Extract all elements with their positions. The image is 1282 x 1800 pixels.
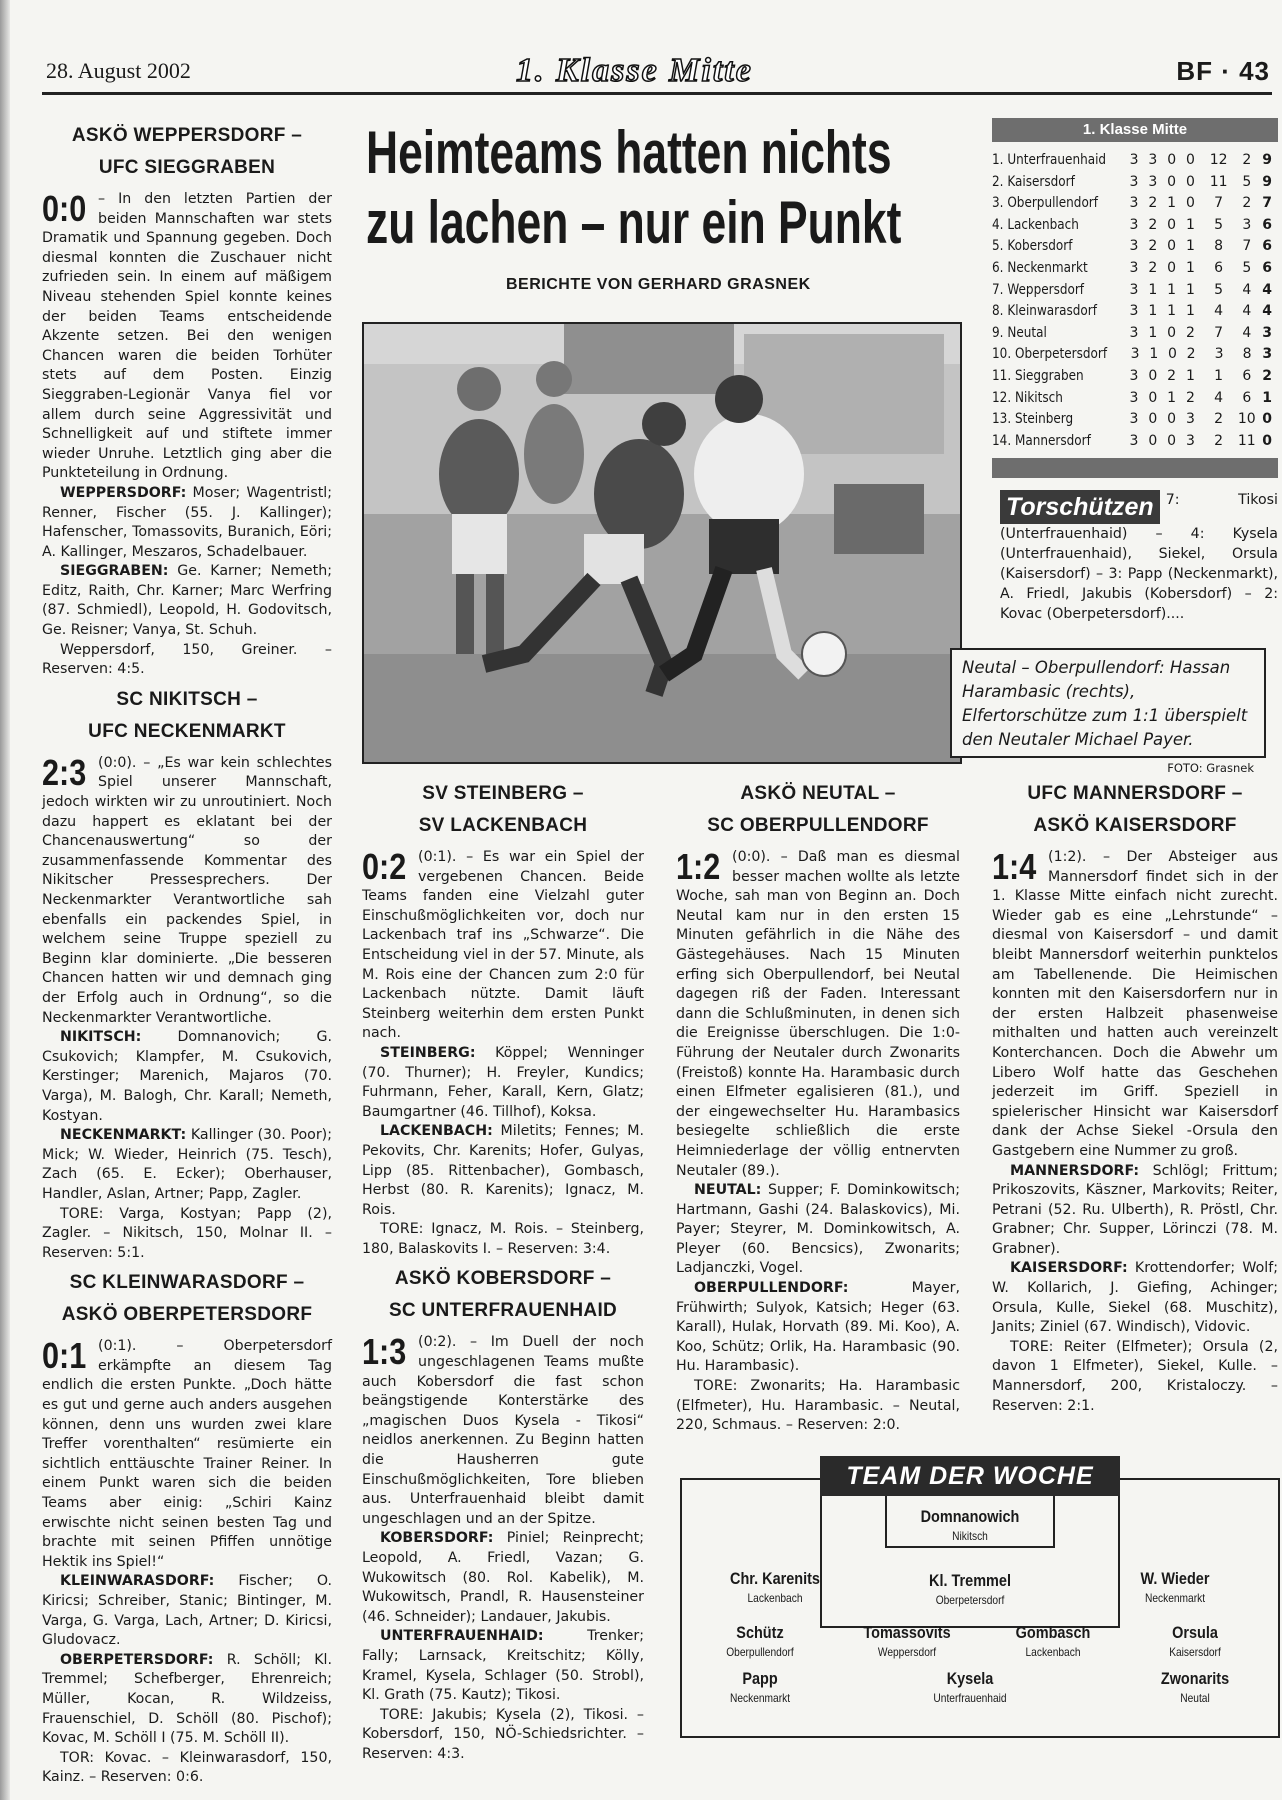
article-body: – In den letzten Partien der beiden Mannschaften war stets Dramatik und Spannung gegeben. Doch diesmal konnten die Zuschauer nicht zufrieden sein. In einem auf mäßigem Niveau stehenden Spiel konnte keines der beiden Teams entscheidende Akzente setzen. Bei den wenigen Chancen waren die beiden Torhüter stets auf dem Posten. Einzig Sieggraben-Legionär Vanya fiel vor allem durch seine Aggressivität und Schnelligkeit auf und stiftete immer wieder Unruhe. Letztlich ging aber die Punkteteilung in Ordnung. [42,191,332,482]
table-cell-team-name: 8. Kleinwarasdorf [992,303,1097,320]
table-cell-wins: 1 [1149,346,1159,363]
table-cell-played: 3 [1129,324,1139,341]
table-cell-goals: 2 [1214,432,1224,449]
table-cell-wins: 2 [1148,259,1158,276]
table-row [992,236,1278,258]
right-column [992,774,1278,1416]
table-cell-team-name: 4. Lackenbach [992,216,1079,233]
table-row [992,344,1278,366]
article-steinberg-lackenbach [362,778,644,1259]
table-cell-team-name: 1. Unterfrauenhaid [992,152,1107,168]
table-row [992,150,1278,172]
table-cell-draws: 1 [1167,303,1177,320]
table-cell-points: 4 [1262,281,1272,298]
table-cell-position: 2. [992,173,1004,190]
table-cell-goals-against: 2 [1242,152,1252,168]
table-cell-wins: 1 [1148,303,1158,320]
table-cell-goals-against: 6 [1242,367,1252,384]
table-cell-losses: 0 [1185,173,1195,190]
table-cell-position: 3. [992,195,1004,212]
table-cell-wins: 1 [1148,281,1158,298]
article-body: (0:2). – Im Duell der noch ungeschlagenen Teams mußte auch Kobersdorf die fast schon beängstigende Konterstärke des „magischen Duos Kysela - Tikosi“ neidlos anerkennen. Zu Beginn hatten die Hausherren gute Einschußmöglichkeiten, Tore blieben aus. Unterfrauenhaid bleibt damit ungeschlagen und an der Spitze. [362,1334,644,1527]
table-cell-goals: 7 [1214,195,1224,212]
table-cell-draws: 0 [1167,173,1177,190]
table-cell-points: 6 [1262,238,1272,255]
lineup-away: UNTERFRAUENHAID: Trenker; Fally; Larnsack, Kreitschitz; Kölly, Kramel, Kysela, Schlager (50. Strobl), Kl. Grath (75. Kautz); Tikosi. [362,1628,644,1704]
article-kobersdorf-unterfrauenhaid [362,1263,644,1764]
table-cell-wins: 0 [1148,389,1158,406]
match-score: 0:2 [362,846,407,887]
player-midfielder-3: Gombasch Lackenbach [1015,1623,1091,1659]
player-midfielder-1: Schütz Oberpullendorf [726,1623,794,1659]
match-info: TORE: Reiter (Elfmeter); Orsula (2, davon 1 Elfmeter), Siekel, Kulle. – Mannersdorf, 200, Kristaloczy. – Reserven: 2:1. [992,1338,1278,1414]
table-cell-position: 4. [992,216,1004,233]
table-cell-points: 4 [1262,303,1272,320]
player-forward-1: Papp Neckenmarkt [729,1669,791,1705]
player-midfielder-2: Tomassovits Weppersdorf [863,1623,951,1659]
league-table-footer-bar [992,458,1278,478]
table-cell-goals-against: 10 [1237,411,1256,428]
table-cell-played: 3 [1129,432,1139,449]
table-cell-goals-against: 7 [1242,238,1252,255]
page-headline: Heimteams hatten nichts zu lachen – nur ein Punkt [366,119,902,256]
article-body: (0:1). – Es war ein Spiel der vergebenen Chancen. Beide Teams fanden eine Vielzahl guter Einschußmöglichkeiten vor, doch nur Lackenbach traf ins „Schwarze“. Die Entscheidung viel in der 57. Minute, als M. Rois eine der Chancen zum 2:0 für Lackenbach nützte. Damit läuft Steinberg weiterhin dem ersten Punkt nach. [362,849,644,1042]
table-cell-team-name: 9. Neutal [992,324,1047,341]
table-cell-wins: 3 [1148,173,1158,190]
table-cell-losses: 1 [1185,216,1195,233]
table-cell-goals: 7 [1214,324,1224,341]
table-cell-goals-against: 4 [1242,303,1252,320]
match-info: Weppersdorf, 150, Greiner. – Reserven: 4:5. [42,641,332,678]
table-cell-team-name: 13. Steinberg [992,411,1074,428]
table-cell-draws: 0 [1167,324,1177,341]
article-title: ASKÖ KOBERSDORF – SC UNTERFRAUENHAID [388,1268,618,1322]
table-cell-goals-against: 5 [1242,259,1252,276]
lineup-home: WEPPERSDORF: Moser; Wagentristl; Renner, Fischer (55. J. Kallinger); Hafenscher, Tomassovits, Buranich, Eöri; A. Kallinger, Meszaros, Schadelbauer. [42,484,332,560]
article-neutal-oberpullendorf [676,778,960,1436]
league-table [992,118,1278,478]
table-cell-team-name: 2. Kaisersdorf [992,173,1075,190]
table-cell-points: 3 [1262,324,1272,341]
lineup-home: KOBERSDORF: Piniel; Reinprecht; Leopold, A. Friedl, Vazan; G. Wukowitsch (80. Rol. Kabelik), M. Wukowitsch, Prandl, R. Hausensteiner (46. Schneider); Landauer, Jakubis. [362,1530,644,1625]
table-cell-points: 9 [1262,173,1272,190]
table-cell-goals: 12 [1209,152,1228,168]
table-cell-position: 14. [992,432,1012,449]
table-cell-played: 3 [1129,216,1139,233]
table-cell-goals-against: 8 [1242,346,1252,363]
page-number: BF · 43 [1176,56,1270,86]
team-of-the-week [680,1456,1280,1756]
top-scorers-label: Torschützen [1000,490,1160,524]
table-cell-position: 13. [992,411,1012,428]
lineup-home: KLEINWARASDORF: Fischer; O. Kiricsi; Schreiber, Stanic; Bintinger, M. Varga, G. Varga, Lach, Artner; D. Kiricsi, Gludovacz. [42,1573,332,1649]
table-cell-team-name: 10. Oberpetersdorf [992,346,1108,363]
player-midfielder-4: Orsula Kaisersdorf [1169,1623,1221,1659]
table-cell-goals: 2 [1214,411,1224,428]
table-cell-losses: 3 [1185,432,1195,449]
table-cell-played: 3 [1129,238,1139,255]
issue-date: 28. August 2002 [46,58,191,83]
table-cell-goals-against: 5 [1242,173,1252,190]
table-row [992,431,1278,453]
table-cell-points: 6 [1262,216,1272,233]
table-cell-position: 9. [992,324,1004,341]
article-body: (0:0). – Daß man es diesmal besser machen wollte als letzte Woche, sah man von Beginn an. Doch Neutal kam nur in den ersten 15 Minuten gefährlich in die Nähe des Gästegehäuses. Nach 15 Minuten erfing sich Oberpullendorf, bei Neutal dagegen riß der Faden. Interessant dann die Schlußminuten, in denen sich die Ereignisse überschlugen. Die 1:0-Führung der Neutaler durch Zwonarits (Freistoß) konnte Ha. Harambasic durch einen Elfmeter egalisieren (81.), und der eingewechselter Hu. Harambasics besiegelte schließlich die erste Heimniederlage der völlig entnervten Neutaler (89.). [676,849,960,1179]
table-cell-wins: 2 [1148,216,1158,233]
player-defender-left: Chr. Karenits Lackenbach [730,1569,820,1605]
table-cell-position: 10. [992,346,1012,363]
match-photo [362,322,962,764]
table-cell-points: 9 [1262,152,1272,168]
table-cell-points: 6 [1262,259,1272,276]
player-forward-2: Kysela Unterfrauenhaid [933,1669,1007,1705]
match-info: TORE: Ignacz, M. Rois. – Steinberg, 180, Balaskovits I. – Reserven: 3:4. [362,1221,644,1257]
football-players-image [364,324,960,762]
table-cell-wins: 0 [1148,432,1158,449]
table-cell-losses: 2 [1186,346,1196,363]
table-cell-draws: 0 [1167,216,1177,233]
article-title: ASKÖ WEPPERSDORF – UFC SIEGGRABEN [71,125,303,178]
table-cell-losses: 0 [1185,152,1195,168]
match-score: 2:3 [42,751,87,793]
article-title: UFC MANNERSDORF – ASKÖ KAISERSDORF [1027,783,1243,836]
table-cell-draws: 0 [1167,346,1177,363]
match-info: TOR: Kovac. – Kleinwarasdorf, 150, Kainz. – Reserven: 0:6. [42,1749,332,1786]
player-goalkeeper: Domnanowich Nikitsch [920,1507,1020,1543]
table-cell-position: 7. [992,281,1004,298]
section-title: 1. Klasse Mitte [516,52,753,89]
lineup-home: MANNERSDORF: Schlögl; Frittum; Prikoszovits, Käszner, Markovits; Reiter, Petrani (52. Ru. Ulberth), R. Pröstl, Chr. Grabner; Chr. Supper, Lörinczi (78. M. Grabner). [992,1162,1278,1257]
table-cell-goals: 1 [1214,367,1224,384]
lineup-away: OBERPULLENDORF: Mayer, Frühwirth; Sulyok, Katsich; Heger (63. Karall), Hulak, Horvath (89. Mi. Koo), A. Koo, Schütz; Orlik, Ha. Harambasic (90. Hu. Harambasic). [676,1280,960,1375]
table-cell-goals: 5 [1214,281,1224,298]
lineup-away: SIEGGRABEN: Ge. Karner; Nemeth; Editz, Raith, Chr. Karner; Marc Werfring (87. Schmiedl), Leopold, H. Godovitsch, Ge. Reisner; Vanya, St. Schuh. [42,563,332,639]
photo-caption: Neutal – Oberpullendorf: Hassan Harambasic (rechts), Elfertorschütze zum 1:1 überspielt den Neutaler Michael Payer. FOTO: Grasnek [950,648,1266,758]
player-defender-center: Kl. Tremmel Oberpetersdorf [929,1571,1011,1607]
table-cell-draws: 2 [1167,367,1177,384]
table-row [992,258,1278,280]
table-cell-played: 3 [1129,195,1139,212]
table-cell-losses: 1 [1185,303,1195,320]
table-row [992,366,1278,388]
table-cell-played: 3 [1129,259,1139,276]
table-cell-goals-against: 4 [1242,324,1252,341]
table-cell-wins: 0 [1148,411,1158,428]
table-cell-points: 0 [1262,411,1272,428]
lineup-home: NEUTAL: Supper; F. Dominkowitsch; Hartmann, Gashi (24. Balaskovics), Mi. Payer; Steyrer, M. Dominkowitsch, A. Pleyer (60. Bencsics), Zwonarits; Ladjanczki, Vogel. [676,1182,960,1277]
table-cell-team-name: 11. Sieggraben [992,367,1084,384]
table-cell-position: 1. [992,152,1004,168]
table-row [992,280,1278,302]
table-cell-losses: 2 [1185,324,1195,341]
table-cell-points: 0 [1262,432,1272,449]
table-cell-goals-against: 2 [1242,195,1252,212]
table-row [992,172,1278,194]
table-row [992,215,1278,237]
match-score: 0:1 [42,1335,87,1377]
table-cell-wins: 3 [1148,152,1158,168]
table-cell-goals-against: 3 [1242,216,1252,233]
header-rule [42,92,1272,95]
middle-column [362,774,644,1765]
table-cell-team-name: 3. Oberpullendorf [992,195,1098,212]
article-body: (0:0). – „Es war kein schlechtes Spiel unserer Mannschaft, jedoch wirkten wir zu unroutiniert. Noch dazu happert es eklatant bei der Chancenauswertung“ so der zusammenfassende Kommentar des Nikitscher Pressesprechers. Der Neckenmarkter Verantwortliche sah ebenfalls ein packendes Spiel, in welchem seine Truppe speziell zu Beginn klar dominierte. „Die besseren Chancen hatten wir und demnach ging der Erfolg auch in Ordnung“, so die Neckenmarkter Verantwortliche. [42,754,332,1026]
table-cell-played: 3 [1129,303,1139,320]
table-cell-goals: 6 [1214,259,1224,276]
match-score: 1:4 [992,846,1037,887]
table-cell-position: 6. [992,259,1004,276]
table-cell-position: 12. [992,389,1012,406]
page-fold-shadow [0,0,10,1800]
player-defender-right: W. Wieder Neckenmarkt [1140,1569,1210,1605]
table-cell-team-name: 7. Weppersdorf [992,281,1085,298]
table-row [992,323,1278,345]
lineup-home: STEINBERG: Köppel; Wenninger (70. Thurner); H. Freyler, Kundics; Fuhrmann, Feher, Karall, Kern, Glatz; Baumgartner (46. Tillhof), Koksa. [362,1044,644,1120]
table-cell-draws: 0 [1167,238,1177,255]
article-kleinwarasdorf-oberpetersdorf [42,1267,332,1788]
league-table-rows [992,150,1278,452]
player-forward-3: Zwonarits Neutal [1160,1669,1230,1705]
article-mannersdorf-kaisersdorf [992,778,1278,1416]
article-body: (1:2). – Der Absteiger aus Mannersdorf findet sich in der 1. Klasse Mitte einfach nicht zurecht. Wieder gab es eine „Lehrstunde“ – diesmal von Kaisersdorf – und damit bleibt Mannersdorf weiterhin punktelos am Tabellenende. Die Heimischen konnten mit den Kaisersdorfern nur in der ersten Halbzeit phasenweise mithalten und hatten auch vereinzelt Konterchancen. Doch die Abwehr um Libero Wolf hatte das Geschehen jederzeit im Griff. Speziell in spielerischer Hinsicht war Kaisersdorf dank der Achse Siekel -Orsula den Gastgebern eine Nummer zu groß. [992,849,1278,1159]
top-scorers [1000,490,1278,624]
match-info: TORE: Zwonarits; Ha. Harambasic (Elfmeter), Hu. Harambasic. – Neutal, 220, Schmaus. – Reserven: 2:0. [676,1378,960,1434]
table-cell-played: 3 [1129,411,1139,428]
table-cell-played: 3 [1129,173,1139,190]
table-cell-losses: 1 [1185,259,1195,276]
table-cell-losses: 1 [1185,238,1195,255]
table-cell-played: 3 [1129,389,1139,406]
table-cell-losses: 1 [1185,367,1195,384]
table-cell-team-name: 5. Kobersdorf [992,238,1073,255]
article-weppersdorf-sieggraben [42,120,332,680]
table-cell-wins: 2 [1148,238,1158,255]
byline: BERICHTE VON GERHARD GRASNEK [506,276,811,293]
article-nikitsch-neckenmarkt [42,684,332,1263]
photo-credit: FOTO: Grasnek [1167,761,1254,775]
lineup-away: KAISERSDORF: Krottendorfer; Wolf; W. Kollarich, J. Giefing, Achinger; Orsula, Kulle, Siekel (68. Muschitz), Janits; Ziniel (67. Windisch), Vidovic. [992,1260,1278,1336]
table-cell-points: 2 [1262,367,1272,384]
table-cell-wins: 0 [1148,367,1158,384]
table-cell-goals: 8 [1214,238,1224,255]
table-cell-draws: 1 [1167,389,1177,406]
table-cell-draws: 0 [1167,259,1177,276]
table-cell-points: 7 [1262,195,1272,212]
table-cell-points: 3 [1262,346,1273,363]
team-of-the-week-title: TEAM DER WOCHE [820,1456,1120,1496]
table-cell-draws: 1 [1167,195,1177,212]
table-cell-position: 5. [992,238,1004,255]
match-info: TORE: Jakubis; Kysela (2), Tikosi. – Kobersdorf, 150, NÖ-Schiedsrichter. – Reserven: 4:3. [362,1706,644,1762]
match-info: TORE: Varga, Kostyan; Papp (2), Zagler. – Nikitsch, 150, Molnar II. – Reserven: 5:1. [42,1205,332,1261]
table-cell-goals: 3 [1214,346,1224,363]
lineup-away: OBERPETERSDORF: R. Schöll; Kl. Tremmel; Schefberger, Ehrenreich; Müller, Kocan, R. Wildzeiss, Frauenschiel, D. Schöll (80. Pischof); Kovac, M. Schöll I (75. M. Schöll II). [42,1651,332,1747]
table-cell-wins: 2 [1148,195,1158,212]
table-cell-played: 3 [1129,281,1139,298]
article-title: ASKÖ NEUTAL – SC OBERPULLENDORF [707,783,929,836]
table-cell-losses: 2 [1185,389,1195,406]
lineup-away: LACKENBACH: Miletits; Fennes; M. Pekovits, Chr. Karenits; Hofer, Gulyas, Lipp (85. Rittenbacher), Gombasch, Herbst (80. R. Karenits); Ignacz, M. Rois. [362,1123,644,1218]
table-cell-losses: 0 [1185,195,1195,212]
lineup-away: NECKENMARKT: Kallinger (30. Poor); Mick; W. Wieder, Heinrich (75. Tesch), Zach (65. E. Ecker); Oberhauser, Handler, Aslan, Artner; Papp, Zagler. [42,1127,332,1202]
table-cell-draws: 1 [1167,281,1177,298]
table-cell-played: 3 [1129,367,1139,384]
table-cell-played: 3 [1129,152,1139,168]
table-cell-played: 3 [1130,346,1140,363]
match-score: 1:3 [362,1331,407,1373]
table-cell-team-name: 6. Neckenmarkt [992,259,1088,276]
table-cell-points: 1 [1262,389,1272,406]
table-cell-goals: 4 [1214,303,1224,320]
table-cell-position: 11. [992,367,1012,384]
left-column [42,116,332,1788]
table-row [992,409,1278,431]
match-score: 0:0 [42,188,87,229]
table-cell-wins: 1 [1148,324,1158,341]
article-body: (0:1). – Oberpetersdorf erkämpfte an diesem Tag endlich die ersten Punkte. „Doch hätte es gut und gerne auch anders ausgehen können, denn uns wurden zwei klare Treffer vorenthalten“ resümierte ein sichtlich enttäuschte Trainer Reiner. In einem Punkt waren sich die beiden Teams aber einig: „Schiri Kainz erwischte nicht seinen besten Tag und brachte mit seinen Pfiffen unnötige Hektik ins Spiel!“ [42,1338,332,1570]
table-cell-draws: 0 [1167,152,1177,168]
table-cell-losses: 1 [1185,281,1195,298]
article-title: SC KLEINWARASDORF – ASKÖ OBERPETERSDORF [61,1272,313,1326]
table-cell-goals-against: 6 [1242,389,1252,406]
top-scorers-text: 7: Tikosi (Unterfrauenhaid) – 4: Kysela (Unterfrauenhaid), Siekel, Orsula (Kaisersdorf) – 3: Papp (Neckenmarkt), A. Friedl, Jakubis (Kobersdorf) – 2: Kovac (Oberpetersdorf).... [1000,492,1278,622]
third-column [676,774,960,1436]
table-cell-goals-against: 4 [1242,281,1252,298]
article-title: SV STEINBERG – SV LACKENBACH [418,783,588,836]
table-cell-team-name: 12. Nikitsch [992,389,1063,406]
table-row [992,388,1278,410]
table-cell-goals: 11 [1209,173,1228,190]
table-row [992,301,1278,323]
match-score: 1:2 [676,846,721,887]
table-cell-goals-against: 11 [1237,432,1256,449]
table-cell-losses: 3 [1185,411,1195,428]
table-cell-goals: 4 [1214,389,1224,406]
lineup-home: NIKITSCH: Domnanovich; G. Csukovich; Klampfer, M. Csukovich, Kerstinger; Marenich, Majaros (70. Varga), M. Balogh, Chr. Karall; Nemeth, Kostyan. [42,1029,332,1124]
table-cell-draws: 0 [1167,411,1177,428]
table-cell-position: 8. [992,303,1004,320]
table-cell-team-name: 14. Mannersdorf [992,432,1091,449]
league-table-title: 1. Klasse Mitte [992,118,1278,142]
article-title: SC NIKITSCH – UFC NECKENMARKT [88,688,286,742]
table-cell-goals: 5 [1214,216,1224,233]
table-cell-draws: 0 [1167,432,1177,449]
table-row [992,193,1278,215]
